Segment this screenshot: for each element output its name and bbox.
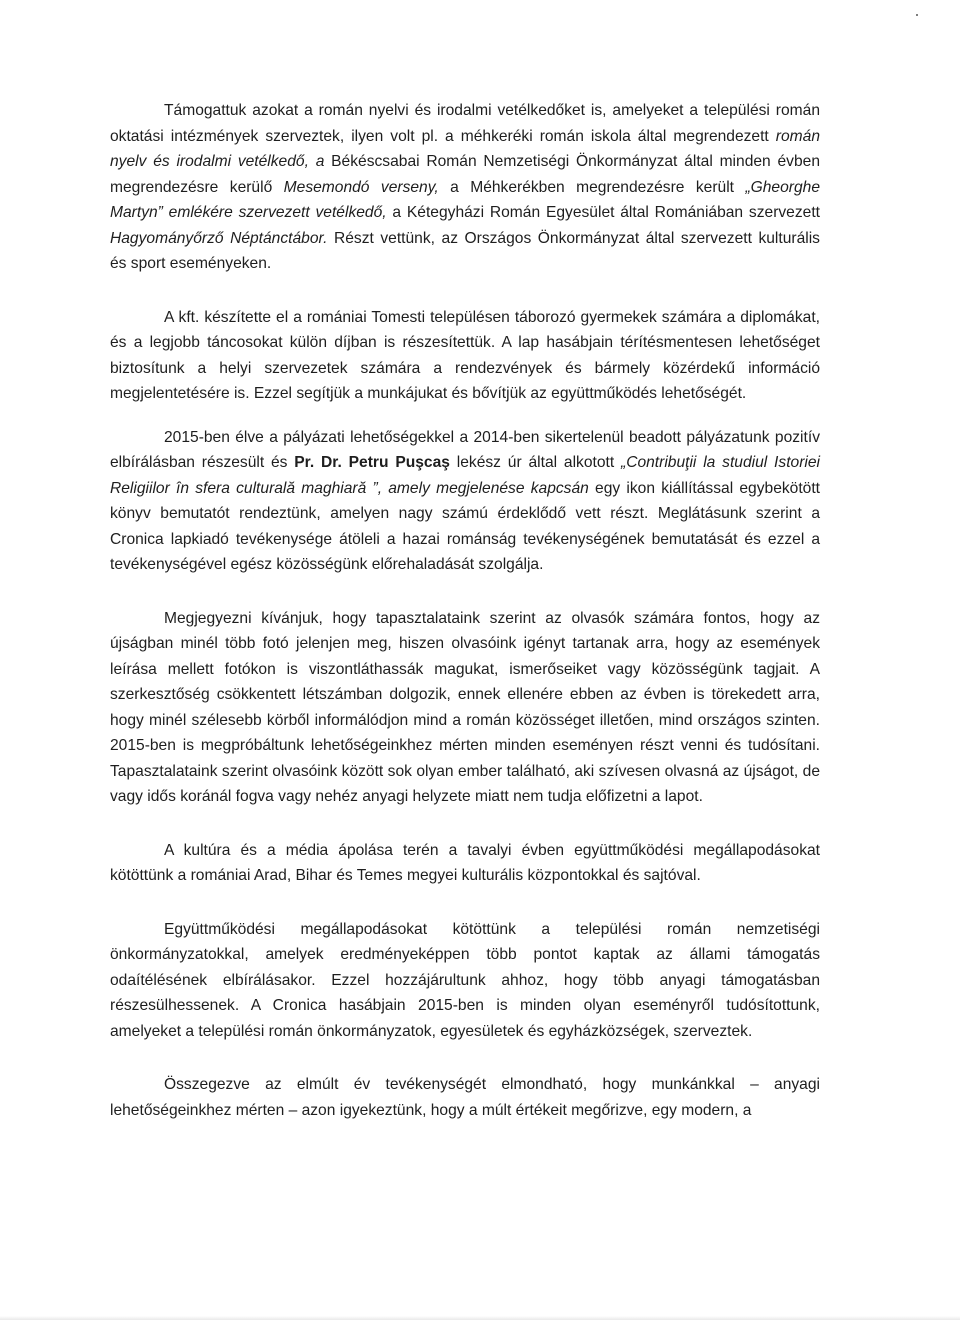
text-run: román nyelv és irodalmi vetélkedő, a xyxy=(110,127,820,170)
paragraph-readers-photos xyxy=(110,606,820,810)
paragraph-competitions xyxy=(110,98,820,277)
text-run: egy ikon kiállítással egybekötött könyv bemutatót rendeztünk, amelyen nagy számú érdeklődő vett részt. Meglátásunk szerint a Cronica lapkiadó tevékenysége átöleli a hazai románság tevékenységének bemutatását és ezzel a tevékenységével egész közösségünk előrehaladását szolgálja. xyxy=(110,479,820,573)
text-run: A kft. készítette el a romániai Tomesti településen táborozó gyermekek számára a diplomákat, és a legjobb táncosokat külön díjban is részesítettük. A lap hasábjain térítésmentesen lehetőséget biztosítunk a helyi szervezetek számára a rendezvények és bármely közérdekű információ megjelentetésére is. Ezzel segítjük a munkájukat és bővítjük az együttműködés lehetőségét. xyxy=(110,308,820,402)
text-run: 2015-ben élve a pályázati lehetőségekkel a 2014-ben sikertelenül beadott pályázatunk pozitív elbírálásban részesült és xyxy=(110,428,820,471)
text-run: Megjegyezni kívánjuk, hogy tapasztalataink szerint az olvasók számára fontos, hogy az újságban minél több fotó jelenjen meg, hiszen olvasóink igényt tartanak arra, hogy az események leírása mellett fotókon is viszontláthassák magukat, ismerőseiket vagy közösségünk tagjait. A szerkesztőség csökkentett létszámban dolgozik, ennek ellenére ebben az évben is törekedett arra, hogy minél szélesebb körből informálódjon mind a román közösséget illetően, mind országos szinten. 2015-ben is megpróbáltunk lehetőségeinkhez mérten minden eseményen részt venni és tudósítani. Tapasztalataink szerint olvasóink között sok olyan ember található, aki szívesen olvasná az újságot, de vagy idős koránál fogva vagy nehéz anyagi helyzete miatt nem tudja előfizetni a lapot. xyxy=(110,609,820,805)
text-run: lekész úr által alkotott xyxy=(449,454,621,471)
text-run: Mesemondó verseny, xyxy=(283,178,439,196)
text-run: Együttműködési megállapodásokat kötöttünk a települési román nemzetiségi önkormányzatokkal, amelyek eredményeképpen több pontot kaptak az állami támogatás odaítélésének elbírálásakor. Ezzel hozzájárultunk ahhoz, hogy több anyagi támogatásban részesülhessenek. A Cronica hasábjain 2015-ben is minden olyan eseményről tudósítottunk, amelyeket a települési román önkormányzatok, egyesületek és egyházközségek, szerveztek. xyxy=(110,920,820,1040)
scan-edge xyxy=(0,1316,960,1320)
text-run: Támogattuk azokat a román nyelvi és irodalmi vetélkedőket is, amelyeket a települési román oktatási intézmények szerveztek, ilyen volt pl. a méhkeréki román iskola által megrendezett xyxy=(110,102,820,145)
paragraph-culture-media xyxy=(110,838,820,889)
document-page xyxy=(110,98,820,1151)
text-run: a Kétegyházi Román Egyesület által Romániában szervezett xyxy=(386,204,820,221)
paragraph-cooperation-agreements xyxy=(110,917,820,1045)
text-run: „Contribuţii la studiul Istoriei Religiilor în sfera culturală maghiară ”, amely megjelenése kapcsán xyxy=(110,454,820,497)
text-run: Összegezve az elmúlt év tevékenységét elmondható, hogy munkánkkal – anyagi lehetőségeinkhez mérten – azon igyekeztünk, hogy a múlt értékeit megőrizve, egy modern, a xyxy=(110,1076,820,1119)
text-run: „Gheorghe Martyn” emlékére szervezett vetélkedő, xyxy=(110,178,820,221)
text-run: Pr. Dr. Petru Puşcaş xyxy=(294,454,450,471)
text-run: Részt vettünk, az Országos Önkormányzat által szervezett kulturális és sport eseményeken. xyxy=(110,229,820,272)
scan-speck xyxy=(916,14,918,16)
paragraph-kft-diplomas xyxy=(110,305,820,407)
text-run: Békéscsabai Román Nemzetiségi Önkormányzat által minden évben megrendezésre kerülő xyxy=(110,153,820,196)
paragraph-book-presentation xyxy=(110,425,820,578)
text-run: a Méhkerékben megrendezésre került xyxy=(438,178,746,196)
text-run: Hagyományőrző Néptánctábor. xyxy=(110,229,328,247)
text-run: A kultúra és a média ápolása terén a tavalyi évben együttműködési megállapodásokat kötöttünk a romániai Arad, Bihar és Temes megyei kulturális központokkal és sajtóval. xyxy=(110,841,820,884)
paragraph-summary xyxy=(110,1072,820,1123)
